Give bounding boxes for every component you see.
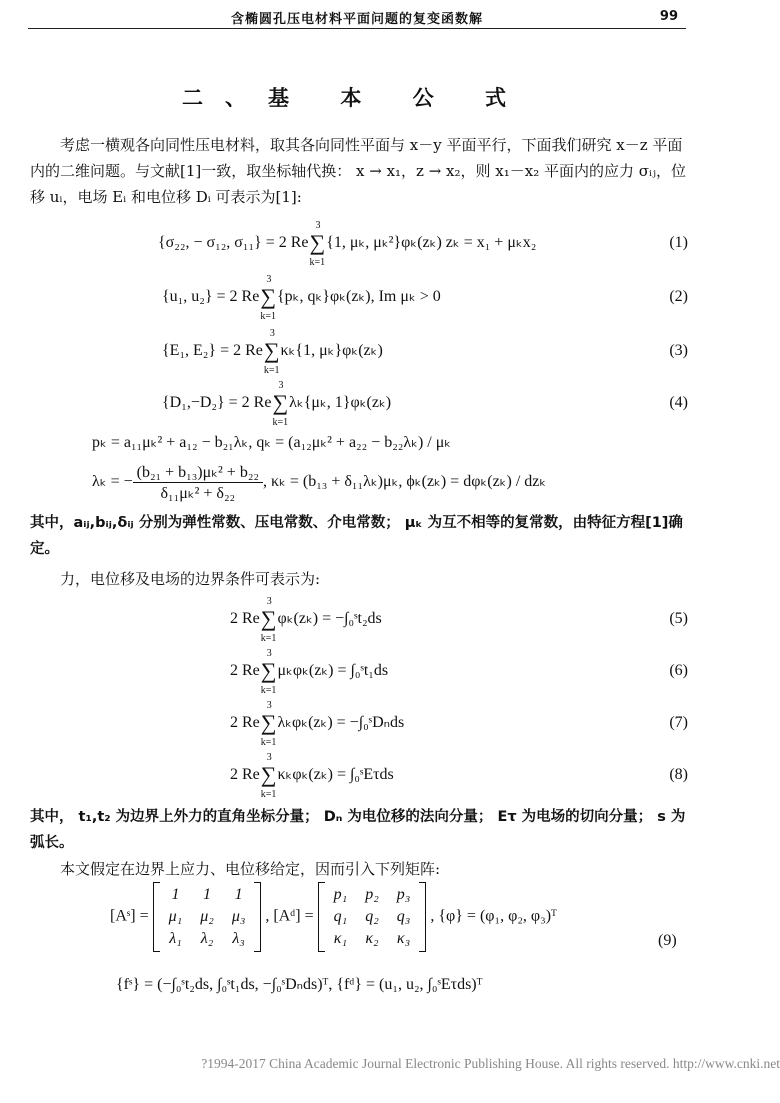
eq8-lhs: 2 Re	[230, 766, 260, 783]
eq8-rhs: κₖφₖ(zₖ) = ∫₀ˢEτds	[277, 766, 394, 783]
f-vectors: {fˢ} = (−∫₀ˢt₂ds, ∫₀ˢt₁ds, −∫₀ˢDₙds)ᵀ, {fᵈ} = (u₁, u₂, ∫₀ˢEτds)ᵀ	[116, 976, 483, 993]
matrix-Ad-label: , [Aᵈ] =	[265, 907, 314, 925]
lambda-lhs: λₖ = −	[92, 473, 133, 491]
eq1-number: (1)	[669, 234, 688, 251]
eq2-lhs: {u₁, u₂} = 2 Re	[162, 288, 260, 305]
phi-vector: , {φ} = (φ₁, φ₂, φ₃)ᵀ	[430, 907, 557, 925]
eq6-rhs: μₖφₖ(zₖ) = ∫₀ˢt₁ds	[277, 662, 389, 679]
eq6-lhs: 2 Re	[230, 662, 260, 679]
sum-symbol: ∑ 3 k=1	[260, 700, 277, 748]
boundary-terms-paragraph: 其中， t₁,t₂ 为边界上外力的直角坐标分量； Dₙ 为电位移的法向分量； Eτ 为电场的切向分量； s 为弧长。	[30, 809, 686, 851]
page-number: 99	[659, 9, 678, 24]
eq2-rhs: {pₖ, qₖ}φₖ(zₖ), Im μₖ > 0	[277, 288, 441, 305]
constants-paragraph: 其中，aᵢⱼ,bᵢⱼ,δᵢⱼ 分别为弹性常数、压电常数、介电常数； μₖ 为互不相等的复常数，由特征方程[1]确定。	[30, 515, 683, 557]
lambda-kappa-definition	[92, 462, 546, 503]
eq4-number: (4)	[669, 394, 688, 411]
equation-3	[30, 328, 688, 376]
sum-symbol: ∑ 3 k=1	[260, 648, 277, 696]
equation-2	[30, 274, 688, 322]
equation-1	[30, 220, 688, 268]
eq7-lhs: 2 Re	[230, 714, 260, 731]
eq5-rhs: φₖ(zₖ) = −∫₀ˢt₂ds	[277, 610, 382, 627]
sum-symbol: ∑ 3 k=1	[260, 274, 276, 322]
eq7-rhs: λₖφₖ(zₖ) = −∫₀ˢDₙds	[277, 714, 405, 731]
intro-paragraph: 考虑一横观各向同性压电材料，取其各向同性平面与 x－y 平面平行，下面我们研究 x－z 平面内的二维问题。与文献[1]一致，取坐标轴代换： x → x₁，z → x₂，则 x₁－x₂ 平面内的应力 σᵢⱼ，位移 uᵢ，电场 Eᵢ 和电位移 Dᵢ 可表示为[1]:	[30, 136, 687, 206]
eq4-lhs: {D₁,−D₂} = 2 Re	[162, 394, 272, 411]
sum-symbol: ∑ 3 k=1	[260, 596, 277, 644]
equation-4	[30, 380, 688, 428]
matrix-Ad: p₁ p₂ p₃ q₁ q₂ q₃ κ₁ κ₂ κ₃	[318, 882, 427, 952]
section-heading: 二、基 本 公 式	[182, 86, 528, 110]
eq6-number: (6)	[669, 662, 688, 679]
sum-symbol: ∑ 3 k=1	[260, 752, 277, 800]
equation-8	[30, 752, 688, 800]
eq4-rhs: λₖ{μₖ, 1}φₖ(zₖ)	[289, 394, 392, 411]
matrix-definitions	[110, 882, 557, 952]
eq2-number: (2)	[669, 288, 688, 305]
eq1-rhs: {1, μₖ, μₖ²}φₖ(zₖ) zₖ = x₁ + μₖx₂	[326, 234, 537, 251]
lambda-rhs: , κₖ = (b₁₃ + δ₁₁λₖ)μₖ, ϕₖ(zₖ) = dφₖ(zₖ) / dzₖ	[262, 473, 547, 491]
eq3-lhs: {E₁, E₂} = 2 Re	[162, 342, 263, 359]
running-title: 含椭圆孔压电材料平面问题的复变函数解	[230, 12, 483, 27]
matrix-intro: 本文假定在边界上应力、电位移给定，因而引入下列矩阵:	[60, 860, 441, 878]
running-header	[28, 6, 686, 29]
sum-symbol: ∑ 3 k=1	[263, 328, 280, 376]
lambda-fraction	[133, 462, 263, 503]
lambda-denominator: δ₁₁μₖ² + δ₂₂	[160, 485, 236, 502]
eq8-number: (8)	[669, 766, 688, 783]
eq5-lhs: 2 Re	[230, 610, 260, 627]
eq5-number: (5)	[669, 610, 688, 627]
equation-5	[30, 596, 688, 644]
eq3-rhs: κₖ{1, μₖ}φₖ(zₖ)	[280, 342, 383, 359]
equation-6	[30, 648, 688, 696]
eq3-number: (3)	[669, 342, 688, 359]
pk-qk-definition: pₖ = a₁₁μₖ² + a₁₂ − b₂₁λₖ, qₖ = (a₁₂μₖ² + a₂₂ − b₂₂λₖ) / μₖ	[92, 434, 452, 451]
sum-symbol: ∑ 3 k=1	[272, 380, 289, 428]
matrix-As-label: [Aˢ] =	[110, 907, 149, 925]
copyright-footer: ?1994-2017 China Academic Journal Electronic Publishing House. All rights reserved. http://www.cnki.net	[201, 1056, 780, 1071]
lambda-numerator: (b₂₁ + b₁₃)μₖ² + b₂₂	[133, 462, 263, 483]
equation-7	[30, 700, 688, 748]
eq7-number: (7)	[669, 714, 688, 731]
matrix-As: 1 1 1 μ₁ μ₂ μ₃ λ₁ λ₂ λ₃	[153, 882, 262, 952]
sum-symbol: ∑ 3 k=1	[309, 220, 326, 268]
eq1-lhs: {σ₂₂, − σ₁₂, σ₁₁} = 2 Re	[158, 234, 309, 251]
eq9-number: (9)	[658, 932, 677, 949]
boundary-intro: 力，电位移及电场的边界条件可表示为:	[60, 570, 321, 588]
